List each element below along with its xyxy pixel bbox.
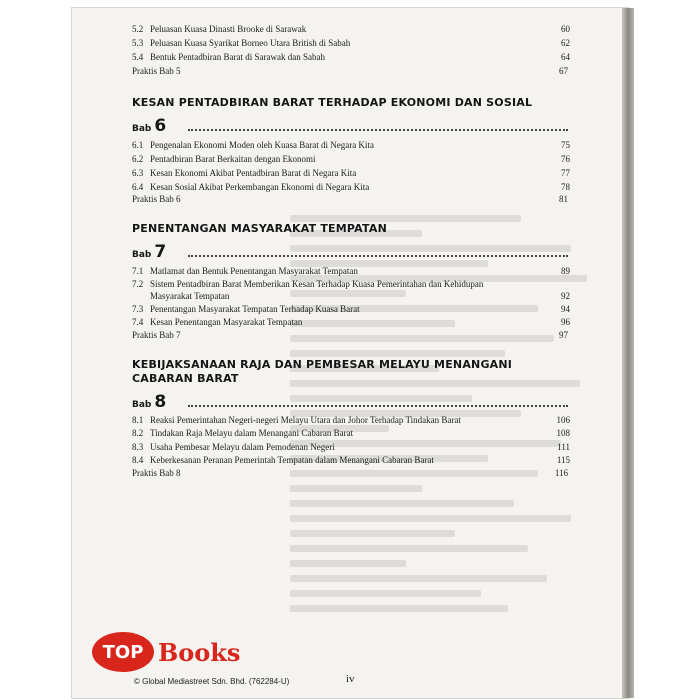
- page-binding-edge: [622, 8, 634, 698]
- section-heading: PENENTANGAN MASYARAKAT TEMPATAN: [132, 222, 387, 235]
- page-number: iv: [346, 673, 355, 685]
- entry-title: Kesan Ekonomi Akibat Pentadbiran Barat di Negara Kita: [150, 168, 357, 178]
- praktis-entry[interactable]: [132, 194, 572, 205]
- entry-title: Usaha Pembesar Melayu dalam Pemodenan Negeri: [150, 442, 335, 452]
- topbooks-watermark-logo: [92, 632, 240, 672]
- bab-number: 8: [154, 392, 167, 412]
- entry-title: Kesan Sosial Akibat Perkembangan Ekonomi di Negara Kita: [150, 182, 370, 192]
- praktis-entry[interactable]: [132, 468, 572, 479]
- entry-page: 92: [561, 291, 570, 301]
- entry-title: Sistem Pentadbiran Barat Memberikan Kesan Terhadap Kuasa Pemerintahan dan Kehidupan: [150, 279, 484, 289]
- entry-number: 5.2: [132, 24, 144, 34]
- entry-number: 5.3: [132, 38, 144, 48]
- praktis-page: 67: [559, 66, 568, 76]
- entry-page: 60: [561, 24, 570, 34]
- copyright-footer: © Global Mediastreet Sdn. Bhd. (762284-U): [134, 677, 290, 686]
- entry-page: 94: [561, 304, 570, 314]
- entry-page: 62: [561, 38, 570, 48]
- entry-title: Pengenalan Ekonomi Moden oleh Kuasa Barat di Negara Kita: [150, 140, 374, 150]
- top-badge: TOP: [92, 632, 154, 672]
- entry-number: 8.4: [132, 455, 144, 465]
- entry-page: 76: [561, 154, 570, 164]
- chapter-label: [132, 242, 166, 262]
- entry-page: 106: [556, 415, 570, 425]
- praktis-entry[interactable]: [132, 66, 572, 77]
- books-wordmark: Books: [158, 637, 241, 667]
- entry-number: 7.1: [132, 266, 144, 276]
- entry-number: 6.1: [132, 140, 144, 150]
- entry-page: 89: [561, 266, 570, 276]
- praktis-entry[interactable]: [132, 330, 572, 341]
- entry-title: Peluasan Kuasa Syarikat Borneo Utara British di Sabah: [150, 38, 351, 48]
- praktis-page: 81: [559, 194, 568, 204]
- entry-page: 115: [556, 455, 570, 465]
- dotted-rule: [188, 128, 568, 131]
- entry-title: Matlamat dan Bentuk Penentangan Masyarakat Tempatan: [150, 266, 358, 276]
- bab-word: Bab: [132, 124, 152, 134]
- entry-number: 6.3: [132, 168, 144, 178]
- bab-number: 7: [154, 242, 167, 262]
- entry-title: Keberkesanan Peranan Pemerintah Tempatan dalam Menangani Cabaran Barat: [150, 455, 434, 465]
- entry-number: 8.2: [132, 428, 144, 438]
- praktis-label: Praktis Bab 6: [132, 194, 181, 204]
- entry-title: Masyarakat Tempatan: [150, 291, 230, 301]
- entry-page: 108: [556, 428, 570, 438]
- bab-word: Bab: [132, 400, 152, 410]
- entry-title: Peluasan Kuasa Dinasti Brooke di Sarawak: [150, 24, 307, 34]
- section-heading: KESAN PENTADBIRAN BARAT TERHADAP EKONOMI DAN SOSIAL: [132, 96, 533, 109]
- entry-title: Tindakan Raja Melayu dalam Menangani Cabaran Barat: [150, 428, 354, 438]
- praktis-label: Praktis Bab 7: [132, 330, 181, 340]
- chapter-label: [132, 116, 166, 136]
- entry-title: Penentangan Masyarakat Tempatan Terhadap Kuasa Barat: [150, 304, 360, 314]
- entry-title: Bentuk Pentadbiran Barat di Sarawak dan Sabah: [150, 52, 325, 62]
- entry-page: 77: [561, 168, 570, 178]
- entry-number: 6.2: [132, 154, 144, 164]
- entry-page: 96: [561, 317, 570, 327]
- entry-number: 5.4: [132, 52, 144, 62]
- chapter-label: [132, 392, 166, 412]
- bab-number: 6: [154, 116, 167, 136]
- dotted-rule: [188, 254, 568, 257]
- entry-page: 78: [561, 182, 570, 192]
- praktis-page: 97: [559, 330, 568, 340]
- dotted-rule: [188, 404, 568, 407]
- entry-number: 8.1: [132, 415, 144, 425]
- entry-page: 111: [557, 442, 570, 452]
- entry-number: 7.3: [132, 304, 144, 314]
- entry-title: Kesan Penentangan Masyarakat Tempatan: [150, 317, 303, 327]
- praktis-label: Praktis Bab 8: [132, 468, 181, 478]
- entry-page: 64: [561, 52, 570, 62]
- section-heading: KEBIJAKSANAAN RAJA DAN PEMBESAR MELAYU MENANGANI CABARAN BARAT: [132, 358, 513, 385]
- entry-number: 8.3: [132, 442, 144, 452]
- entry-number: 7.4: [132, 317, 144, 327]
- entry-page: 75: [561, 140, 570, 150]
- entry-title: Reaksi Pemerintahan Negeri-negeri Melayu Utara dan Johor Terhadap Tindakan Barat: [150, 415, 461, 425]
- praktis-page: 116: [554, 468, 568, 478]
- bab-word: Bab: [132, 250, 152, 260]
- entry-number: 7.2: [132, 279, 144, 289]
- praktis-label: Praktis Bab 5: [132, 66, 181, 76]
- entry-number: 6.4: [132, 182, 144, 192]
- entry-title: Pentadbiran Barat Berkaitan dengan Ekonomi: [150, 154, 316, 164]
